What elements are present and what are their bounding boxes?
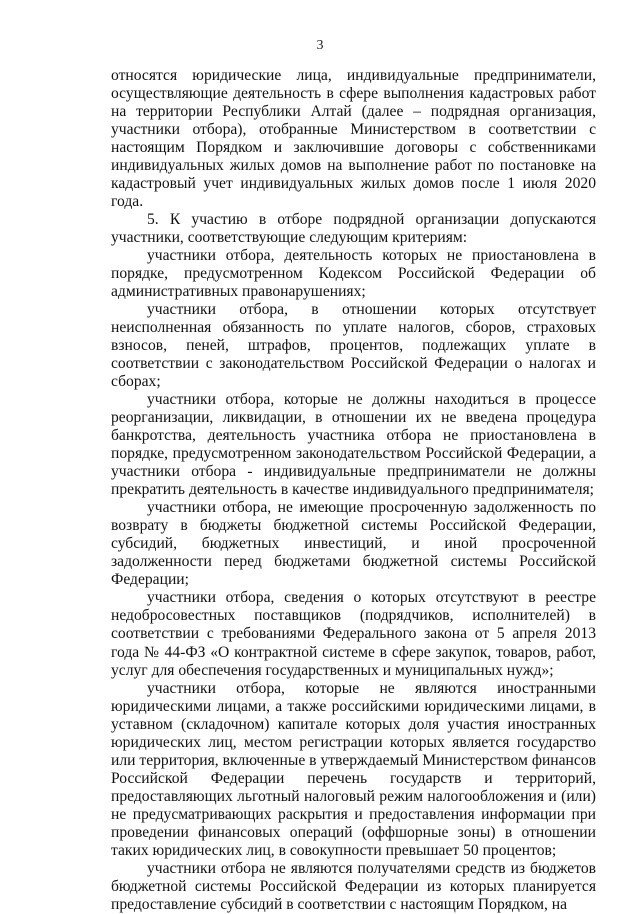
paragraph-criterion: участники отбора, деятельность которых не приостановлена в порядке, предусмотренном Кодексом Российской Федерации об административных правонарушениях;	[111, 247, 596, 301]
paragraph-continuation: относятся юридические лица, индивидуальные предприниматели, осуществляющие деятельность в сфере выполнения кадастровых работ на территории Республики Алтай (далее – подрядная организация, участники отбора), отобранные Министерством в соответствии с настоящим Порядком и заключившие договоры с собственниками индивидуальных жилых домов на выполнение работ по постановке на кадастровый учет индивидуальных жилых домов после 1 июля 2020 года.	[111, 67, 596, 211]
document-body	[111, 67, 596, 914]
paragraph-criterion: участники отбора, в отношении которых отсутствует неисполненная обязанность по уплате налогов, сборов, страховых взносов, пеней, штрафов, процентов, подлежащих уплате в соответствии с законодательством Российской Федерации о налогах и сборах;	[111, 301, 596, 391]
page-number: 3	[316, 38, 324, 53]
paragraph-item-5: 5. К участию в отборе подрядной организации допускаются участники, соответствующие следующим критериям:	[111, 211, 596, 247]
paragraph-criterion: участники отбора, которые не должны находиться в процессе реорганизации, ликвидации, в отношении их не введена процедура банкротства, деятельность участника отбора не приостановлена в порядке, предусмотренном законодательством Российской Федерации, а участники отбора - индивидуальные предприниматели не должны прекратить деятельность в качестве индивидуального предпринимателя;	[111, 391, 596, 499]
paragraph-criterion: участники отбора, которые не являются иностранными юридическими лицами, а также российскими юридическими лицами, в уставном (складочном) капитале которых доля участия иностранных юридических лиц, местом регистрации которых является государство или территория, включенные в утверждаемый Министерством финансов Российской Федерации перечень государств и территорий, предоставляющих льготный налоговый режим налогообложения и (или) не предусматривающих раскрытия и предоставления информации при проведении финансовых операций (оффшорные зоны) в отношении таких юридических лиц, в совокупности превышает 50 процентов;	[111, 679, 596, 859]
paragraph-criterion: участники отбора, не имеющие просроченную задолженность по возврату в бюджеты бюджетной системы Российской Федерации, субсидий, бюджетных инвестиций, и иной просроченной задолженности перед бюджетами бюджетной системы Российской Федерации;	[111, 499, 596, 589]
paragraph-criterion: участники отбора, сведения о которых отсутствуют в реестре недобросовестных поставщиков (подрядчиков, исполнителей) в соответствии с требованиями Федерального закона от 5 апреля 2013 года № 44-ФЗ «О контрактной системе в сфере закупок, товаров, работ, услуг для обеспечения государственных и муниципальных нужд»;	[111, 589, 596, 679]
paragraph-criterion: участники отбора не являются получателями средств из бюджетов бюджетной системы Российской Федерации из которых планируется предоставление субсидий в соответствии с настоящим Порядком, на	[111, 859, 596, 913]
